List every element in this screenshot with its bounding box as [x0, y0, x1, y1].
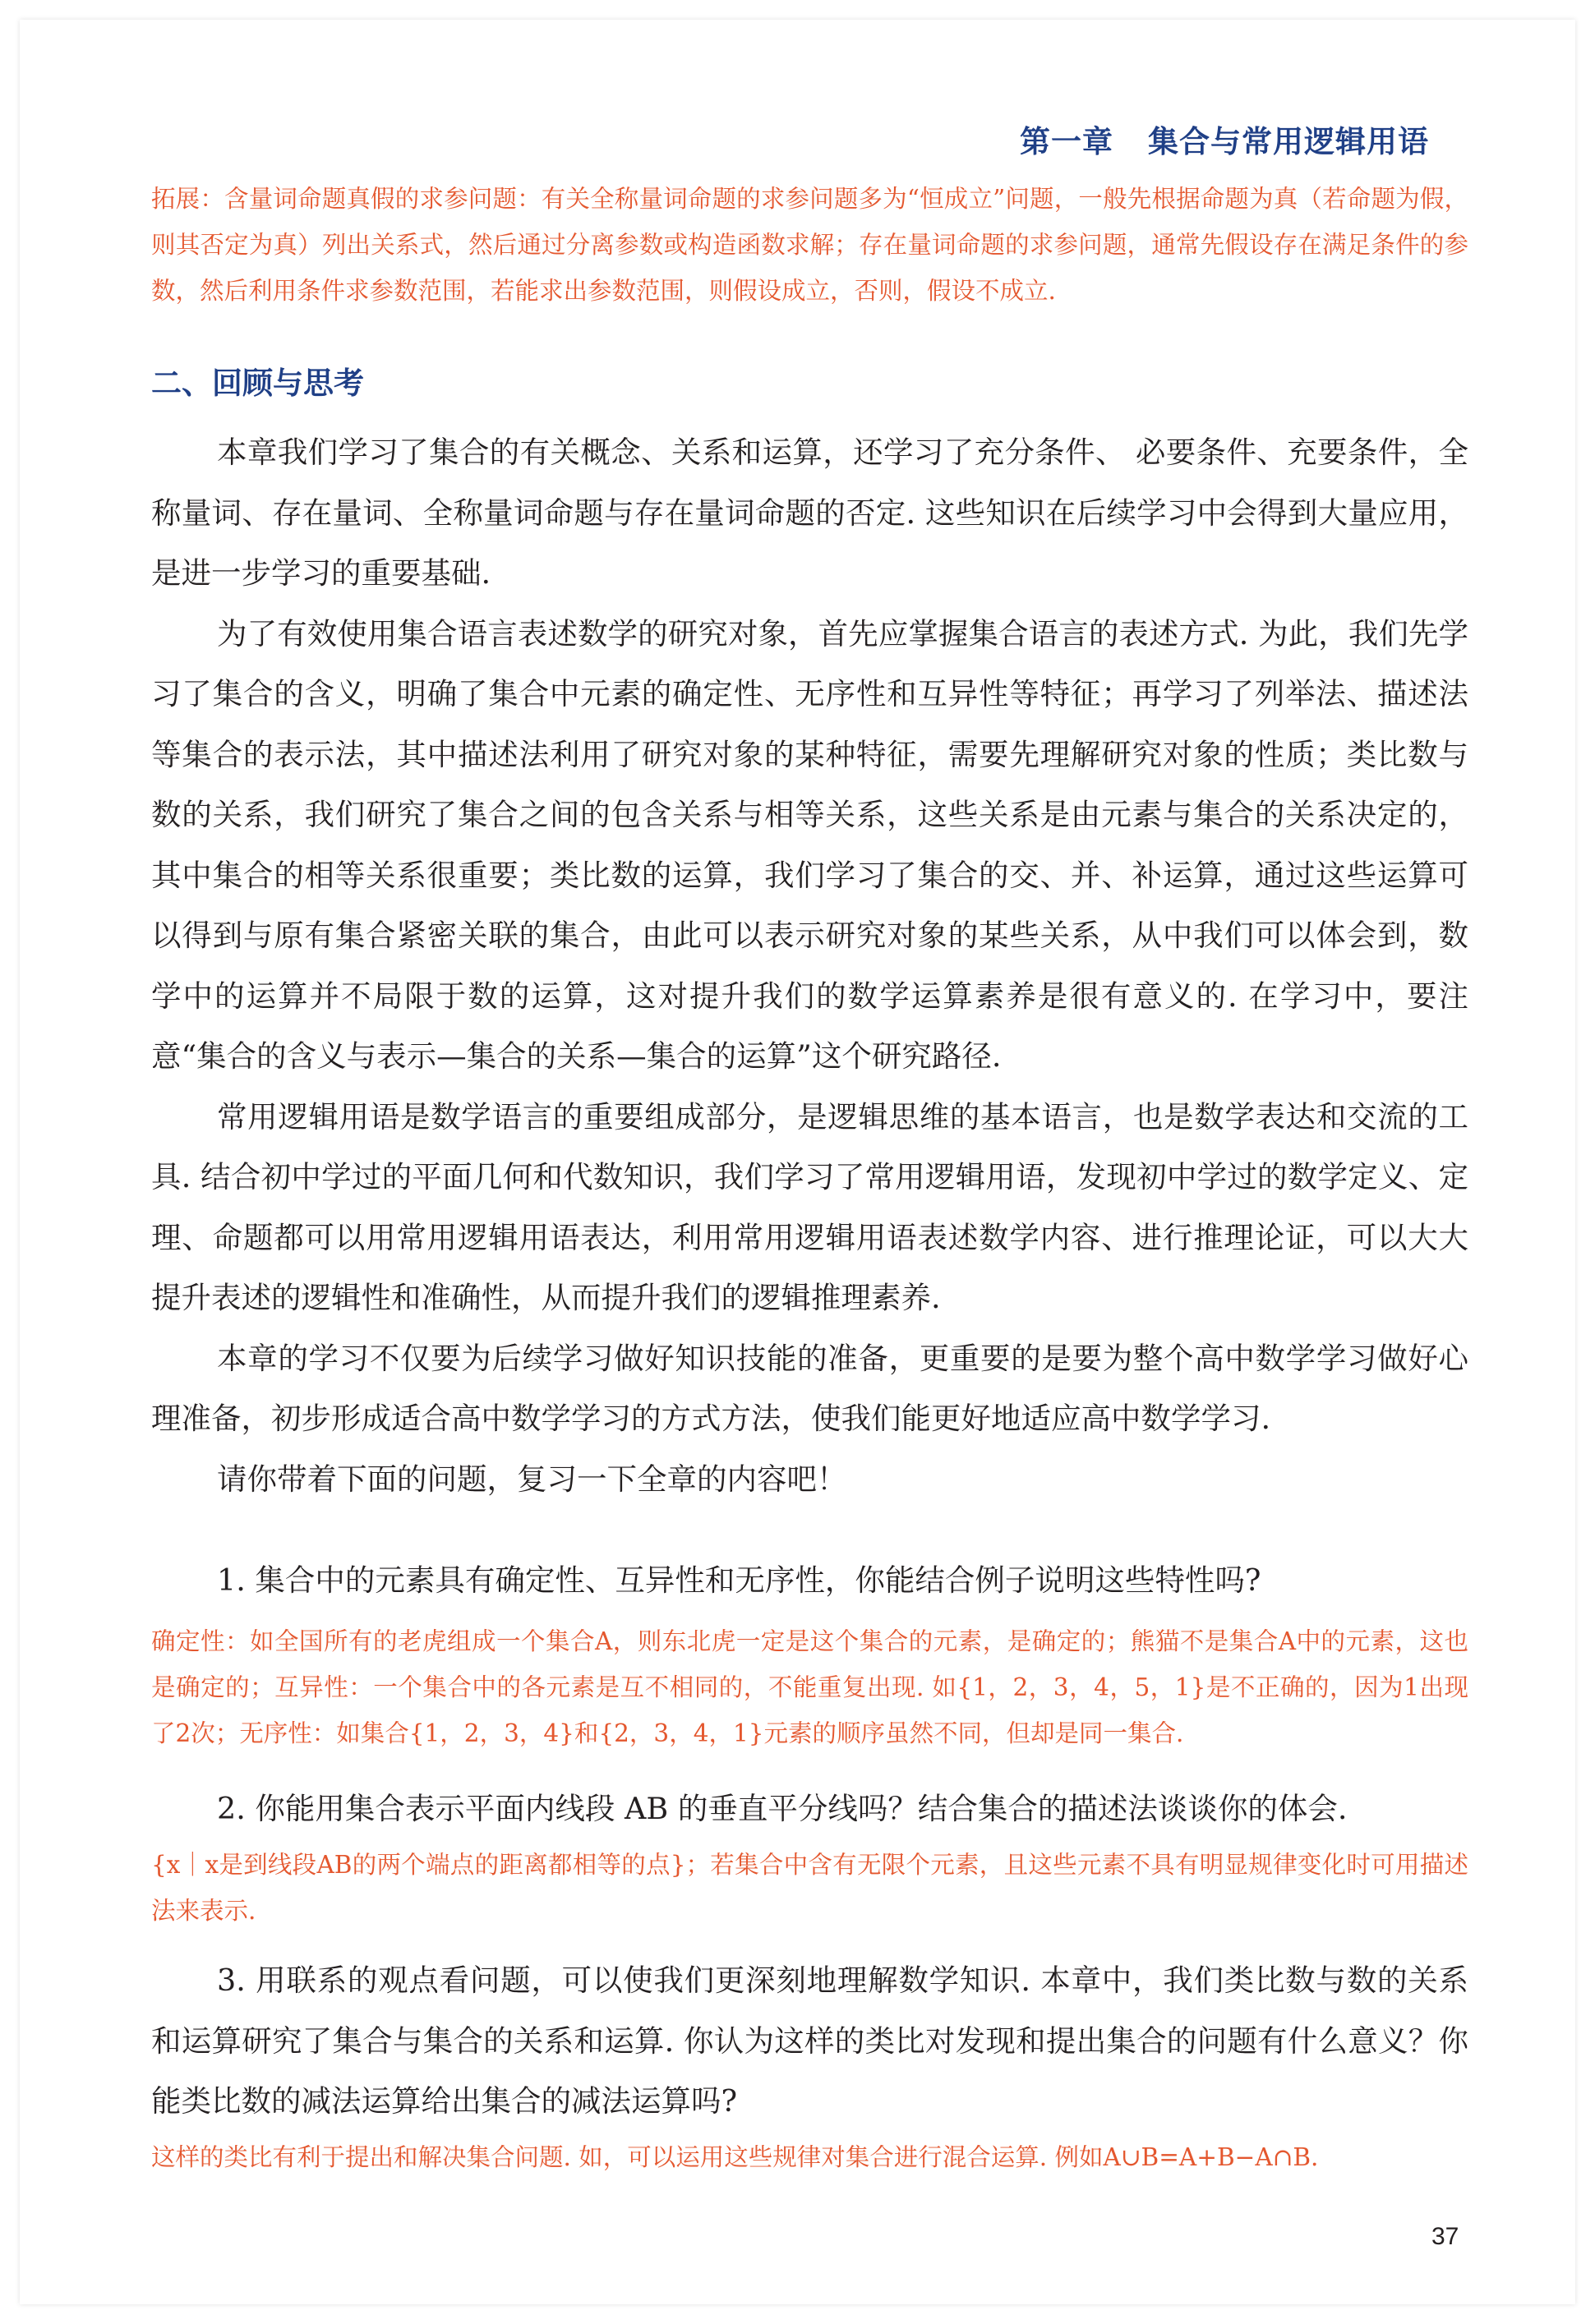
- extension-note: 拓展：含量词命题真假的求参问题：有关全称量词命题的求参问题多为“恒成立”问题，一般先根据命题为真（若命题为假，则其否定为真）列出关系式，然后通过分离参数或构造函数求解；存在量词命题的求参问题，通常先假设存在满足条件的参数，然后利用条件求参数范围，若能求出参数范围，则假设成立，否则，假设不成立.: [151, 185, 1468, 305]
- section-heading: 二、回顾与思考: [151, 366, 364, 401]
- question-3: 3. 用联系的观点看问题，可以使我们更深刻地理解数学知识. 本章中，我们类比数与数的关系和运算研究了集合与集合的关系和运算. 你认为这样的类比对发现和提出集合的问题有什么意义？你能类比数的减法运算给出集合的减法运算吗?: [151, 1963, 1468, 2119]
- question-1: 1. 集合中的元素具有确定性、互异性和无序性，你能结合例子说明这些特性吗?: [217, 1562, 1261, 1598]
- answer-2: {x｜x是到线段AB的两个端点的距离都相等的点}；若集合中含有无限个元素，且这些元素不具有明显规律变化时可用描述法来表示.: [151, 1851, 1468, 1925]
- page: [20, 20, 1575, 2304]
- question-2: 2. 你能用集合表示平面内线段 AB 的垂直平分线吗？结合集合的描述法谈谈你的体会.: [217, 1791, 1348, 1826]
- body-paragraph-5: 请你带着下面的问题，复习一下全章的内容吧！: [217, 1461, 847, 1497]
- running-header: [1020, 117, 1429, 161]
- body-paragraph-4: 本章的学习不仅要为后续学习做好知识技能的准备，更重要的是要为整个高中数学学习做好心理准备，初步形成适合高中数学学习的方式方法，使我们能更好地适应高中数学学习.: [151, 1340, 1468, 1436]
- body-paragraph-3: 常用逻辑用语是数学语言的重要组成部分，是逻辑思维的基本语言，也是数学表达和交流的工具. 结合初中学过的平面几何和代数知识，我们学习了常用逻辑用语，发现初中学过的数学定义、定理、命题都可以用常用逻辑用语表达，利用常用逻辑用语表述数学内容、进行推理论证，可以大大提升表述的逻辑性和准确性，从而提升我们的逻辑推理素养.: [151, 1098, 1468, 1315]
- chapter-title: 集合与常用逻辑用语: [1148, 124, 1429, 159]
- question-3-block: [151, 1950, 1468, 2132]
- section-body: [151, 422, 1468, 1509]
- page-number: 37: [1431, 2223, 1459, 2250]
- body-paragraph-2: 为了有效使用集合语言表述数学的研究对象，首先应掌握集合语言的表述方式. 为此，我们先学习了集合的含义，明确了集合中元素的确定性、无序性和互异性等特征；再学习了列举法、描述法等集合的表示法，其中描述法利用了研究对象的某种特征，需要先理解研究对象的性质；类比数与数的关系，我们研究了集合之间的包含关系与相等关系，这些关系是由元素与集合的关系决定的，其中集合的相等关系很重要；类比数的运算，我们学习了集合的交、并、补运算，通过这些运算可以得到与原有集合紧密关联的集合，由此可以表示研究对象的某些关系，从中我们可以体会到，数学中的运算并不局限于数的运算，这对提升我们的数学运算素养是很有意义的. 在学习中，要注意“集合的含义与表示—集合的关系—集合的运算”这个研究路径.: [151, 615, 1468, 1074]
- body-paragraph-1: 本章我们学习了集合的有关概念、关系和运算，还学习了充分条件、 必要条件、充要条件，全称量词、存在量词、全称量词命题与存在量词命题的否定. 这些知识在后续学习中会得到大量应用，是进一步学习的重要基础.: [151, 435, 1468, 591]
- answer-1: 确定性：如全国所有的老虎组成一个集合A，则东北虎一定是这个集合的元素，是确定的；熊猫不是集合A中的元素，这也是确定的；互异性：一个集合中的各元素是互不相同的，不能重复出现. 如{1，2，3，4，5，1}是不正确的，因为1出现了2次；无序性：如集合{1，2，3，4}和{2，3，4，1}元素的顺序虽然不同，但却是同一集合.: [151, 1627, 1468, 1747]
- chapter-number: 第一章: [1020, 124, 1113, 159]
- answer-3: 这样的类比有利于提出和解决集合问题. 如，可以运用这些规律对集合进行混合运算. 例如A∪B=A+B−A∩B.: [151, 2143, 1319, 2171]
